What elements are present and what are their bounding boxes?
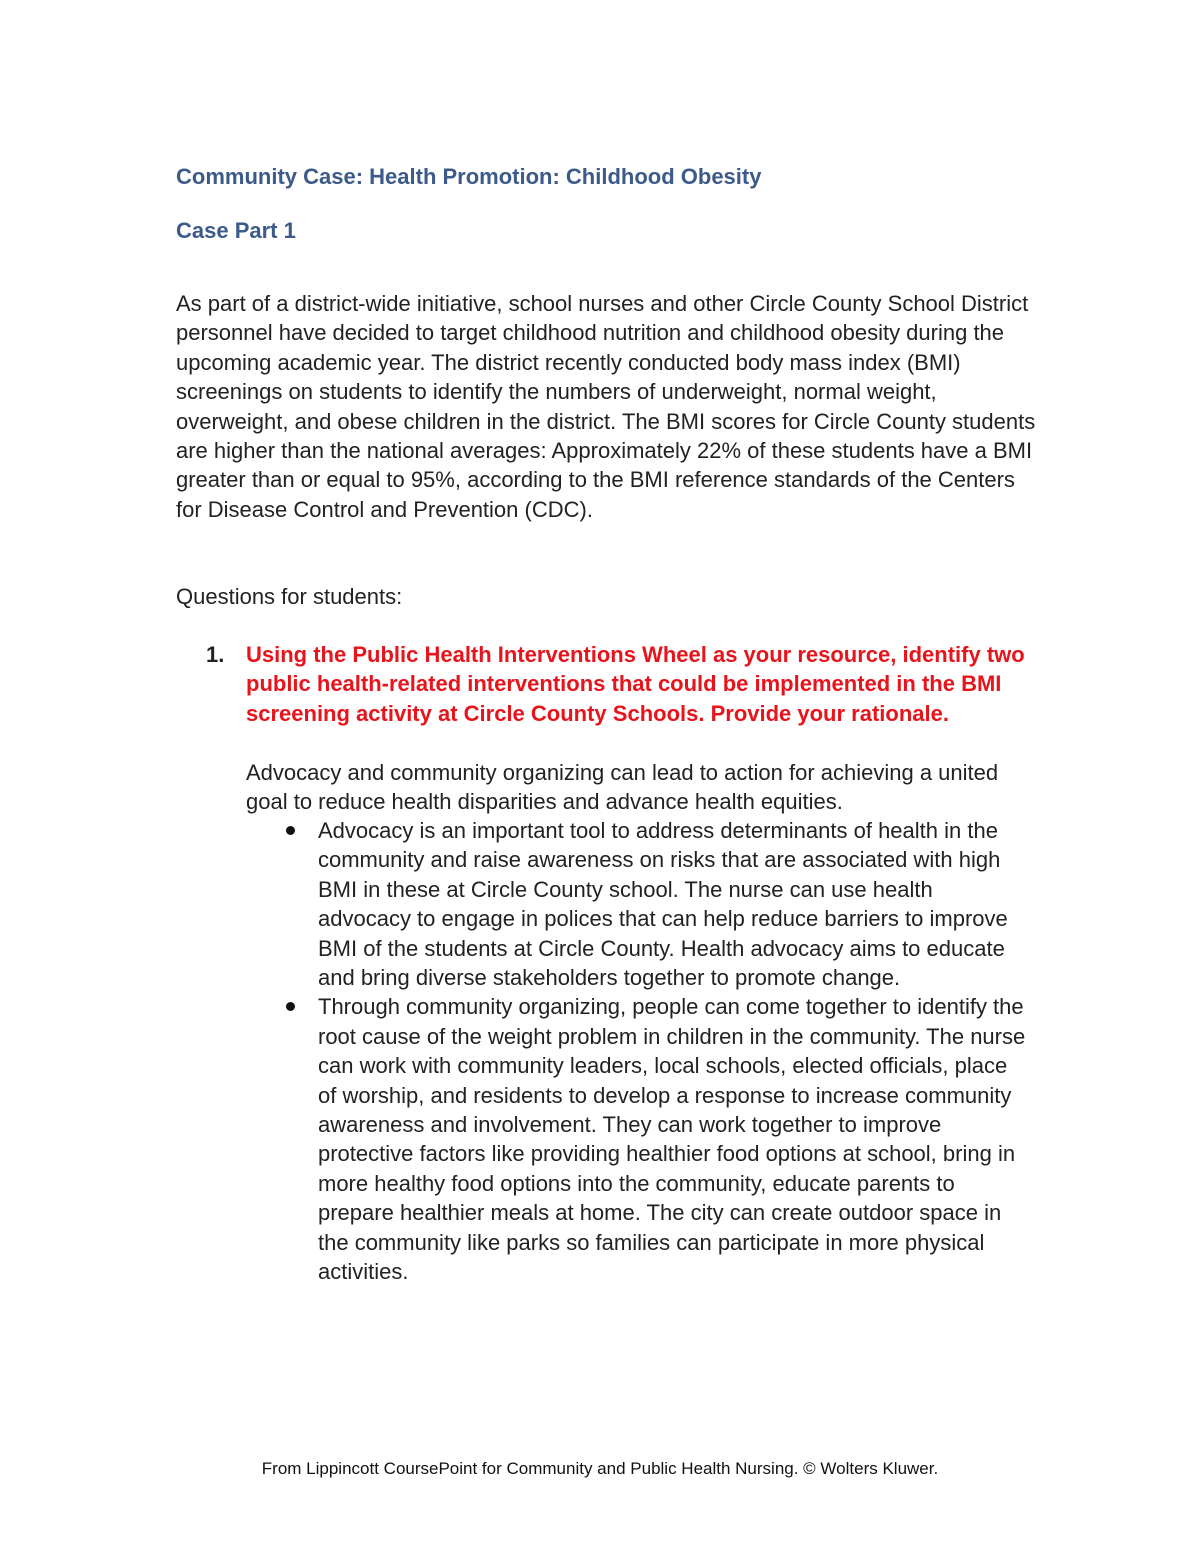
- bullet-icon: [286, 826, 295, 835]
- intro-paragraph: As part of a district-wide initiative, school nurses and other Circle County School District personnel have decided to target childhood nutrition and childhood obesity during the upcoming academic year. The district recently conducted body mass index (BMI) screenings on students to identify the numbers of underweight, normal weight, overweight, and obese children in the district. The BMI scores for Circle County students are higher than the national averages: Approximately 22% of these students have a BMI greater than or equal to 95%, according to the BMI reference standards of the Centers for Disease Control and Prevention (CDC).: [176, 291, 1036, 522]
- list-item: [246, 992, 1028, 1286]
- page-footer: From Lippincott CoursePoint for Community and Public Health Nursing. © Wolters Kluwer.: [261, 1459, 939, 1478]
- questions-label: Questions for students:: [176, 584, 403, 609]
- list-item: [246, 816, 1028, 992]
- answer-intro: Advocacy and community organizing can lead to action for achieving a united goal to reduce health disparities and advance health equities.: [246, 760, 999, 815]
- answer-bullet-list: [246, 816, 1036, 1287]
- case-part-heading: Case Part 1: [176, 218, 296, 243]
- question-text: Using the Public Health Interventions Wheel as your resource, identify two public health-related interventions that could be implemented in the BMI screening activity at Circle County Schools. Provide your rationale.: [246, 642, 1025, 726]
- bullet-text: Advocacy is an important tool to address determinants of health in the community and raise awareness on risks that are associated with high BMI in these at Circle County school. The nurse can use health advocacy to engage in polices that can help reduce barriers to improve BMI of the students at Circle County. Health advocacy aims to educate and bring diverse stakeholders together to promote change.: [318, 818, 1008, 991]
- question-number: 1.: [206, 642, 225, 667]
- bullet-icon: [286, 1002, 295, 1011]
- bullet-text: Through community organizing, people can come together to identify the root cause of the weight problem in children in the community. The nurse can work with community leaders, local schools, elected officials, place of worship, and residents to develop a response to increase community awareness and involvement. They can work together to improve protective factors like providing healthier food options at school, bring in more healthy food options into the community, educate parents to prepare healthier meals at home. The city can create outdoor space in the community like parks so families can participate in more physical activities.: [318, 994, 1026, 1285]
- document-title: Community Case: Health Promotion: Childhood Obesity: [176, 164, 762, 189]
